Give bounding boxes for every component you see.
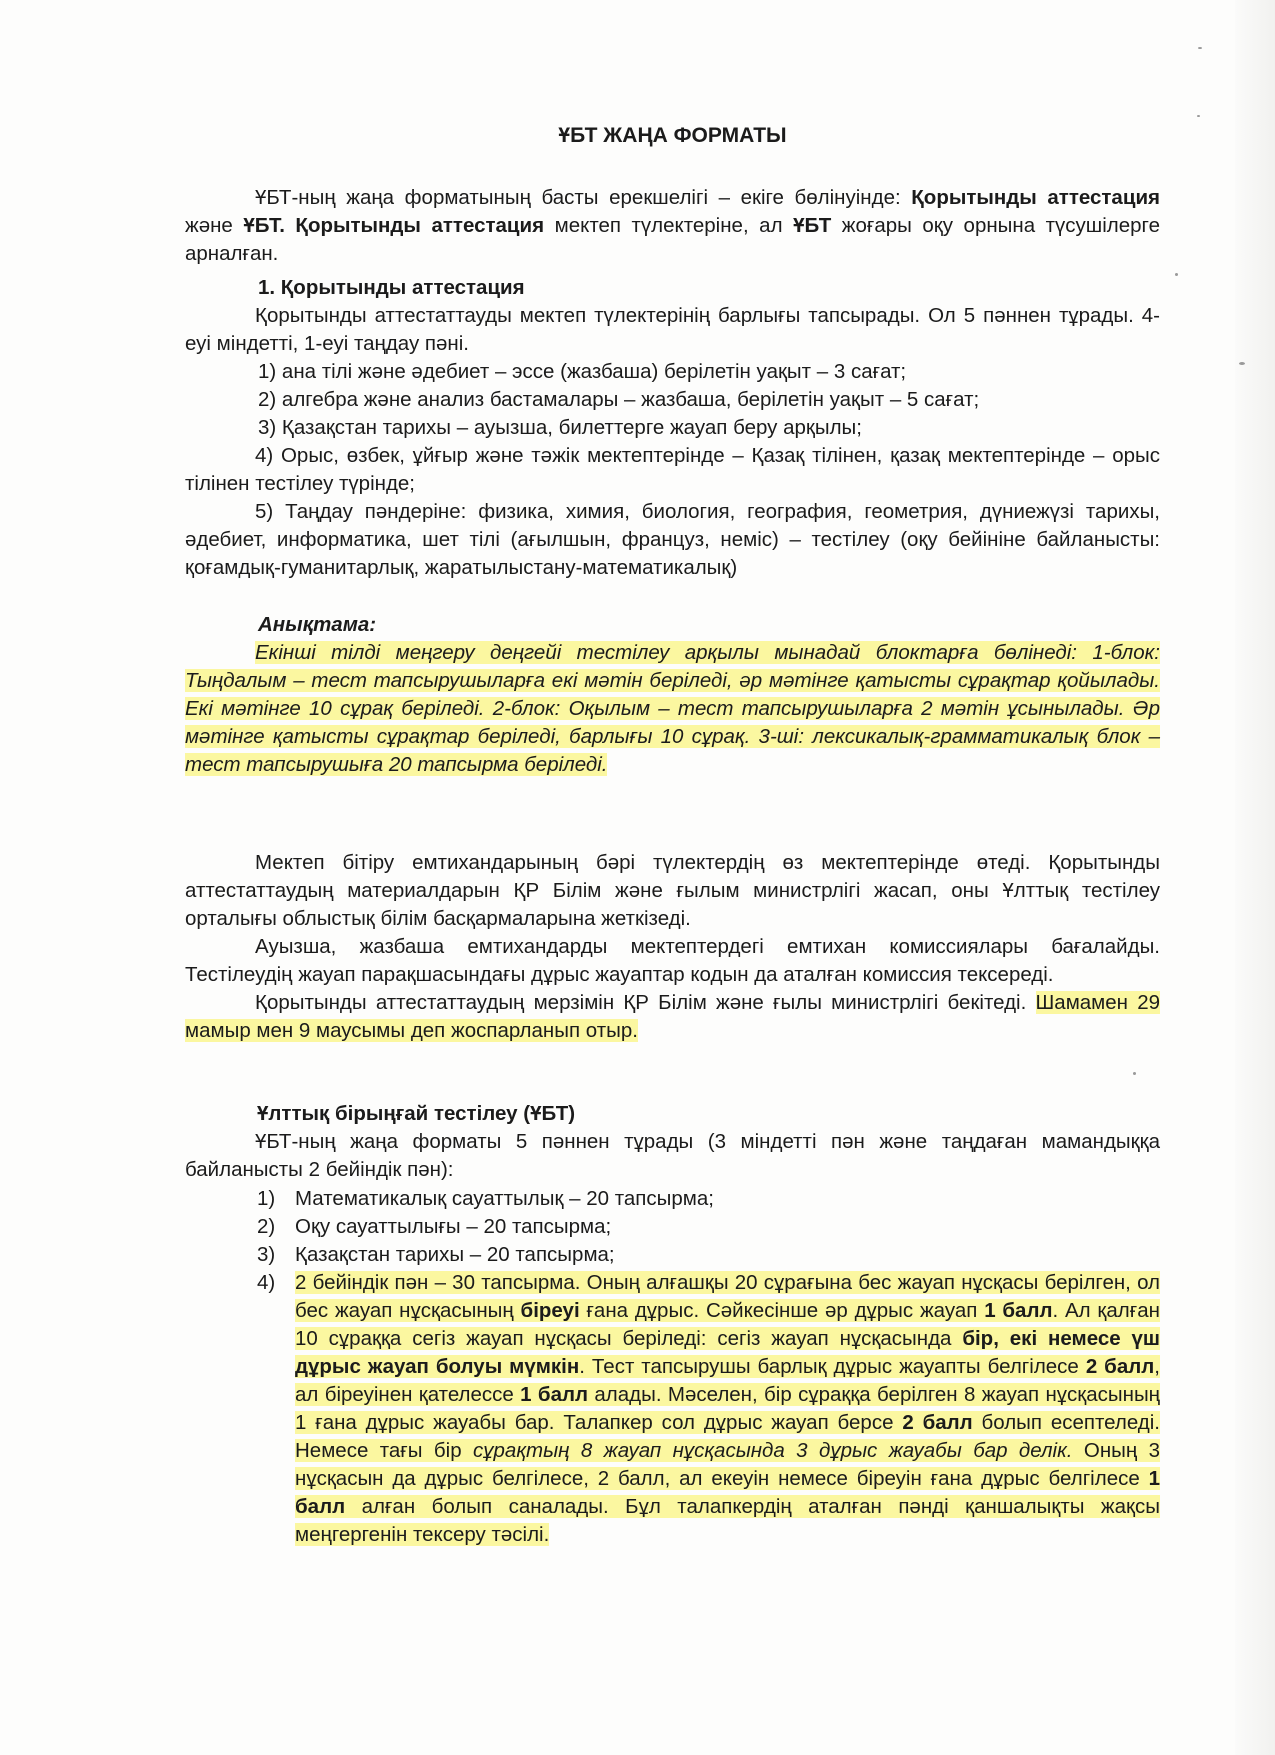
item4-text: . Тест тапсырушы барлық дұрыс жауапты белгілесе <box>579 1355 1086 1378</box>
section1-paragraph: Мектеп бітіру емтихандарының бәрі түлектердің өз мектептерінде өтеді. Қорытынды аттестаттаудың материалдарын ҚР Білім және ғылым министрлігі жасап, оны Ұлттық тестілеу орталығы облыстық білім басқармаларына жеткізеді. <box>185 851 1160 930</box>
item4-text: ғана дұрыс. Сәйкесінше әр дұрыс жауап <box>579 1299 985 1322</box>
list-item <box>257 1269 1160 1549</box>
item4-text: Оның 3 нұсқасын да дұрыс белгілесе, 2 балл, ал екеуін немесе біреуін ғана дұрыс белгілесе <box>295 1439 1160 1490</box>
item4-bold: біреуі <box>520 1299 580 1322</box>
section1-paragraph: Қорытынды аттестаттауды мектеп түлектерінің барлығы тапсырады. Ол 5 пәннен тұрады. 4-еуі міндетті, 1-еуі таңдау пәні. <box>185 304 1160 355</box>
section1-paragraph: Ауызша, жазбаша емтихандарды мектептердегі емтихан комиссиялары бағалайды. Тестілеудің жауап парақшасындағы дұрыс жауаптар кодын да аталған комиссия тексереді. <box>185 935 1160 986</box>
intro-text: ҰБТ-ның жаңа форматының басты ерекшелігі – екіге бөлінуінде: <box>255 186 912 209</box>
note-highlighted-text: Екінші тілді меңгеру деңгейі тестілеу арқылы мынадай блоктарға бөлінеді: 1-блок: Тыңдалым – тест тапсырушыларға екі мәтін беріледі, әр мәтінге қатысты сұрақтар қойылады. Екі мәтінге 10 сұрақ беріледі. 2-блок: Оқылым – тест тапсырушыларға 2 мәтін ұсынылады. Әр мәтінге қатысты сұрақтар беріледі, барлығы 10 сұрақ. 3-ші: лексикалық-грамматикалық блок – тест тапсырушыға 20 тапсырма беріледі. <box>185 641 1160 776</box>
list-item: 1) ана тілі және әдебиет – эссе (жазбаша) берілетін уақыт – 3 сағат; <box>258 360 907 383</box>
list-text: Оқу сауаттылығы – 20 тапсырма; <box>295 1215 612 1238</box>
item4-text: болып есептеледі. Немесе тағы бір <box>295 1411 1161 1462</box>
list-item <box>257 1213 1160 1241</box>
scan-speck <box>1239 362 1245 365</box>
item4-text: 2 бейіндік пән – 30 тапсырма. Оның алғашқы 20 сұрағына бес жауап нұсқасы берілген, ол бес жауап нұсқасының <box>295 1271 1160 1322</box>
list-text: Математикалық сауаттылық – 20 тапсырма; <box>295 1187 714 1210</box>
page-edge-shadow <box>1235 0 1275 1755</box>
list-item: 4) Орыс, өзбек, ұйғыр және тәжік мектептерінде – Қазақ тілінен, қазақ мектептерінде – орыс тілінен тестілеу түрінде; <box>185 444 1160 495</box>
item4-text: алады. Мәселен, бір сұраққа берілген 8 жауап нұсқасының 1 ғана дұрыс жауабы бар. Талапкер сол дұрыс жауап берсе <box>295 1383 1161 1434</box>
highlighted-date-text: Шамамен 29 мамыр мен 9 маусымы деп жоспарланып отыр. <box>185 991 1160 1042</box>
item4-bold: 1 балл <box>295 1467 1160 1518</box>
intro-text: жоғары оқу орнына түсушілерге арналған. <box>185 214 1160 265</box>
item4-bold: 1 балл <box>520 1383 589 1406</box>
note-block <box>185 639 1160 779</box>
list-item: 3) Қазақстан тарихы – ауызша, билеттерге жауап беру арқылы; <box>258 416 862 439</box>
scan-speck <box>1198 47 1202 49</box>
list-item <box>257 1241 1160 1269</box>
item4-bold: 2 балл <box>1085 1355 1155 1378</box>
scan-speck <box>1133 1072 1136 1075</box>
list-number: 1) <box>257 1187 276 1210</box>
item4-text: . Ал қалған 10 сұраққа сегіз жауап нұсқасы беріледі: сегіз жауап нұсқасында <box>295 1299 1160 1350</box>
section1-intro <box>185 302 1160 358</box>
item4-bold: бір, екі немесе үш дұрыс жауап болуы мүмкін <box>295 1327 1160 1378</box>
intro-text: мектеп түлектеріне, ал <box>544 214 794 237</box>
item4-text: алған болып саналады. Бұл талапкердің аталған пәнді қаншалықты жақсы меңгергенін тексеру тәсілі. <box>295 1495 1160 1546</box>
section2-intro <box>185 1128 1160 1184</box>
list-number: 4) <box>257 1271 276 1294</box>
intro-text: және <box>185 214 244 237</box>
section2-paragraph: ҰБТ-ның жаңа форматы 5 пәннен тұрады (3 міндетті пән және таңдаған мамандыққа байланысты 2 бейіндік пән): <box>185 1130 1160 1181</box>
list-item: 5) Таңдау пәндеріне: физика, химия, биология, география, геометрия, дүниежүзі тарихы, әдебиет, информатика, шет тілі (ағылшын, француз, неміс) – тестілеу (оқу бейініне байланысты: қоғамдық-гуманитарлық, жаратылыстану-математикалық) <box>185 500 1160 579</box>
intro-bold: Қорытынды аттестация <box>911 186 1161 209</box>
document-title: ҰБТ ЖАҢА ФОРМАТЫ <box>558 124 787 147</box>
section1-paragraph: Қорытынды аттестаттаудың мерзімін ҚР Білім және ғылы министрлігі бекітеді. <box>255 991 1027 1014</box>
intro-bold: ҰБТ <box>793 214 832 237</box>
intro-paragraph <box>185 184 1160 268</box>
scan-speck <box>1197 115 1200 117</box>
section2-list <box>257 1185 1160 1549</box>
list-number: 2) <box>257 1215 276 1238</box>
list-item <box>257 1185 1160 1213</box>
list-text <box>295 1269 1160 1549</box>
list-item: 2) алгебра және анализ бастамалары – жазбаша, берілетін уақыт – 5 сағат; <box>258 388 980 411</box>
list-number: 3) <box>257 1243 276 1266</box>
note-label: Анықтама: <box>258 613 377 636</box>
section1-heading: 1. Қорытынды аттестация <box>258 276 525 299</box>
list-text: Қазақстан тарихы – 20 тапсырма; <box>295 1243 615 1266</box>
section1-closing <box>185 849 1160 1045</box>
item4-text: , ал біреуінен қателессе <box>295 1355 1160 1406</box>
section1-list <box>185 358 1160 582</box>
item4-italic: сұрақтың 8 жауап нұсқасында 3 дұрыс жауабы бар делік. <box>473 1439 1073 1462</box>
item4-bold: 2 балл <box>902 1411 973 1434</box>
section2-heading: Ұлттық бірыңғай тестілеу (ҰБТ) <box>257 1102 576 1125</box>
item4-bold: 1 балл <box>984 1299 1053 1322</box>
intro-bold: ҰБТ. Қорытынды аттестация <box>243 214 545 237</box>
